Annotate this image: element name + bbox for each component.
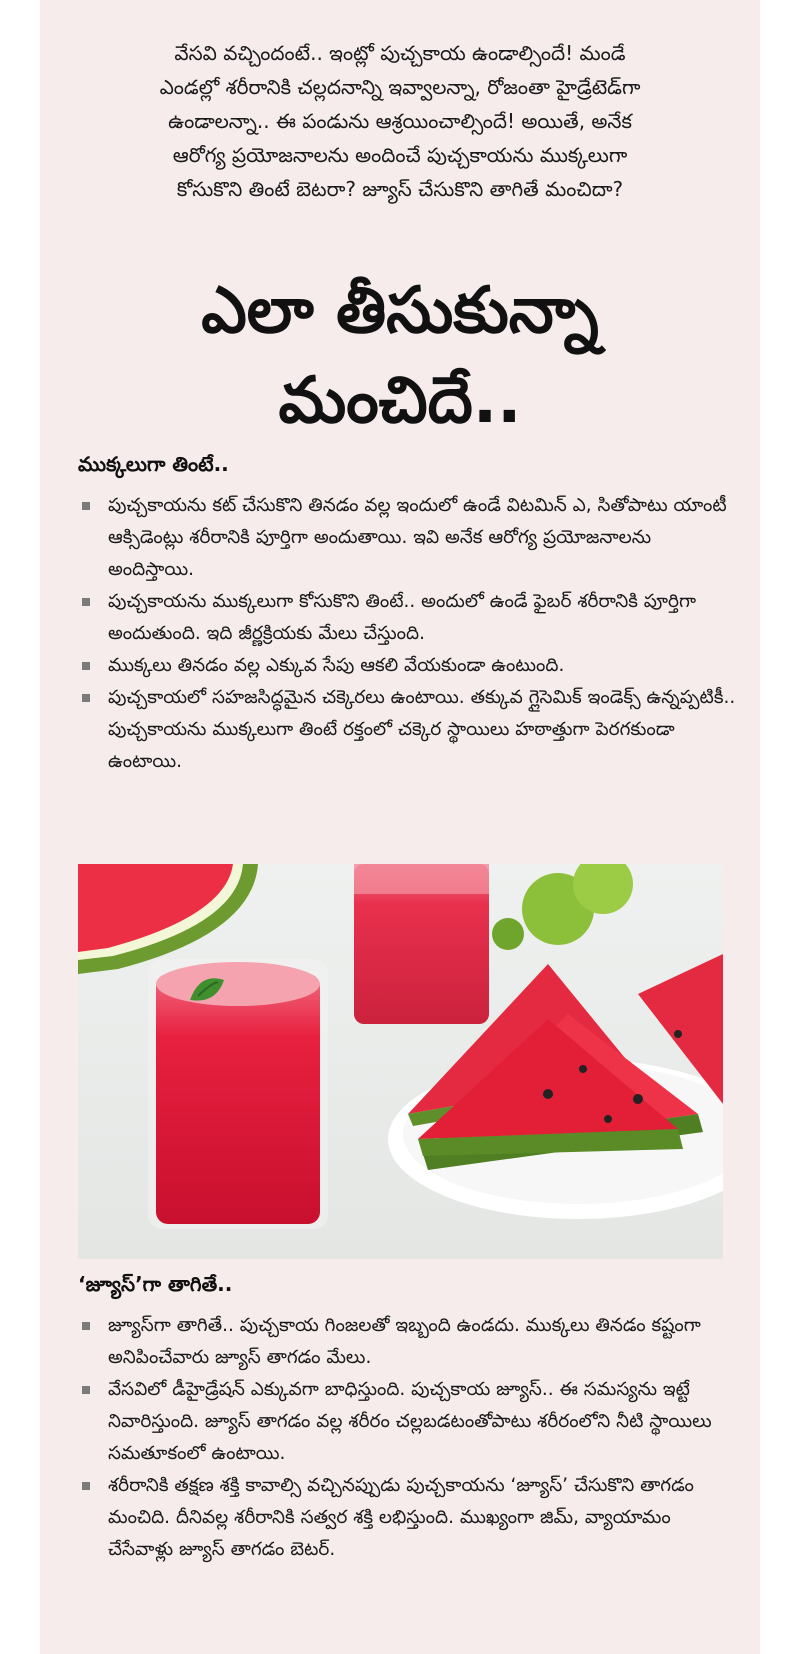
square-bullet-icon — [82, 1482, 90, 1490]
list-item: పుచ్చకాయను ముక్కలుగా కోసుకొని తింటే.. అందులో ఉండే ఫైబర్ శరీరానికి పూర్తిగా అందుతుంది. ఇది జీర్ణక్రియకు మేలు చేస్తుంది. — [78, 586, 738, 650]
intro-line: వేసవి వచ్చిందంటే.. ఇంట్లో పుచ్చకాయ ఉండాల్సిందే! మండే — [174, 41, 626, 65]
list-item: పుచ్చకాయను కట్ చేసుకొని తినడం వల్ల ఇందులో ఉండే విటమిన్ ఎ, సితోపాటు యాంటీ ఆక్సిడెంట్లు శరీరానికి పూర్తిగా అందుతాయి. ఇవి అనేక ఆరోగ్య ప్రయోజనాలను అందిస్తాయి. — [78, 490, 738, 586]
intro-line: ఉండాలన్నా.. ఈ పండును ఆశ్రయించాల్సిందే! అయితే, అనేక — [168, 109, 632, 133]
headline — [40, 266, 760, 446]
slices-bullet-list — [78, 490, 738, 778]
list-item: శరీరానికి తక్షణ శక్తి కావాల్సి వచ్చినప్పుడు పుచ్చకాయను ‘జ్యూస్’ చేసుకొని తాగడం మంచిది. దీనివల్ల శరీరానికి సత్వర శక్తి లభిస్తుంది. ముఖ్యంగా జిమ్, వ్యాయామం చేసేవాళ్లు జ్యూస్ తాగడం బెటర్. — [78, 1470, 738, 1566]
intro-line: కోసుకొని తింటే బెటరా? జ్యూస్ చేసుకొని తాగితే మంచిదా? — [176, 177, 624, 201]
square-bullet-icon — [82, 1386, 90, 1394]
section-title-slices: ముక్కలుగా తింటే.. — [78, 452, 229, 476]
juice-bullet-list — [78, 1310, 738, 1566]
list-item: ముక్కలు తినడం వల్ల ఎక్కువ సేపు ఆకలి వేయకుండా ఉంటుంది. — [78, 650, 738, 682]
photo-illustration — [78, 864, 723, 1259]
square-bullet-icon — [82, 694, 90, 702]
intro-paragraph — [40, 36, 760, 206]
list-item: జ్యూస్‌గా తాగితే.. పుచ్చకాయ గింజలతో ఇబ్బంది ఉండదు. ముక్కలు తినడం కష్టంగా అనిపించేవారు జ్యూస్ తాగడం మేలు. — [78, 1310, 738, 1374]
headline-line: మంచిదే.. — [278, 364, 522, 438]
square-bullet-icon — [82, 1322, 90, 1330]
square-bullet-icon — [82, 502, 90, 510]
watermelon-juice-photo — [78, 864, 723, 1259]
section-title-juice: ‘జ్యూస్’గా తాగితే.. — [78, 1272, 233, 1296]
headline-line: ఎలా తీసుకున్నా — [201, 274, 599, 348]
square-bullet-icon — [82, 662, 90, 670]
list-item: పుచ్చకాయలో సహజసిద్ధమైన చక్కెరలు ఉంటాయి. తక్కువ గ్లైసెమిక్ ఇండెక్స్ ఉన్నప్పటికీ.. పుచ్చకాయను ముక్కలుగా తింటే రక్తంలో చక్కెర స్థాయిలు హఠాత్తుగా పెరగకుండా ఉంటాయి. — [78, 682, 738, 778]
intro-line: ఆరోగ్య ప్రయోజనాలను అందించే పుచ్చకాయను ముక్కలుగా — [172, 143, 628, 167]
list-item: వేసవిలో డీహైడ్రేషన్ ఎక్కువగా బాధిస్తుంది. పుచ్చకాయ జ్యూస్.. ఈ సమస్యను ఇట్టే నివారిస్తుంది. జ్యూస్ తాగడం వల్ల శరీరం చల్లబడటంతోపాటు శరీరంలోని నీటి స్థాయిలు సమతూకంలో ఉంటాయి. — [78, 1374, 738, 1470]
intro-line: ఎండల్లో శరీరానికి చల్లదనాన్ని ఇవ్వాలన్నా, రోజంతా హైడ్రేటెడ్‌గా — [159, 75, 641, 99]
square-bullet-icon — [82, 598, 90, 606]
